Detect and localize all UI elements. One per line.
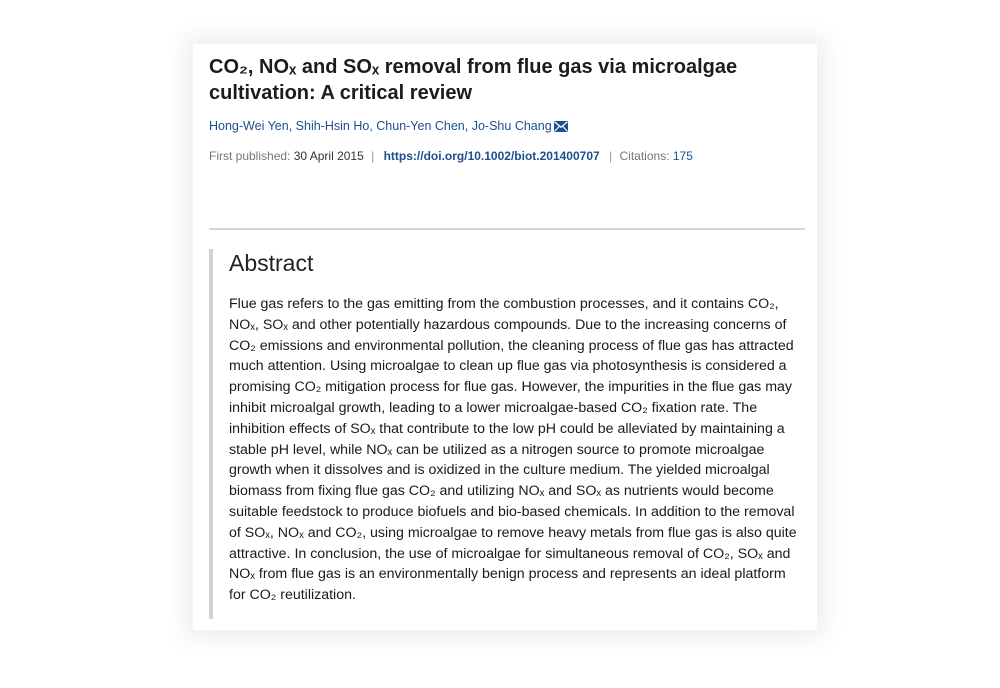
doi-link[interactable]: https://doi.org/10.1002/biot.201400707 bbox=[383, 149, 600, 163]
author-link[interactable]: Shih-Hsin Ho bbox=[295, 119, 370, 133]
author-separator: , bbox=[464, 119, 469, 133]
meta-separator: | bbox=[371, 149, 375, 163]
section-divider bbox=[209, 228, 805, 230]
abstract-text: Flue gas refers to the gas emitting from the combustion processes, and it contains CO₂, NOₓ, SOₓ and other potentially hazardous compounds. Due to the increasing concerns of CO₂ emissions and environmental pollution, the cleaning process of flue gas has attracted much attention. Using microalgae to clean up flue gas via photosynthesis is considered a promising CO₂ mitigation process for flue gas. However, the impurities in the flue gas may inhibit microalgal growth, leading to a lower microalgae-based CO₂ fixation rate. The inhibition effects of SOₓ that contribute to the low pH could be alleviated by maintaining a stable pH level, while NOₓ can be utilized as a nitrogen source to promote microalgae growth when it dissolves and is oxidized in the culture medium. The yielded microalgal biomass from fixing flue gas CO₂ and utilizing NOₓ and SOₓ as nutrients would become suitable feedstock to produce biofuels and bio-based chemicals. In addition to the removal of SOₓ, NOₓ and CO₂, using microalgae to remove heavy metals from flue gas is also quite attractive. In conclusion, the use of microalgae for simultaneous removal of CO₂, SOₓ and NOₓ from flue gas is an environmentally benign process and represents an ideal platform for CO₂ reutilization. bbox=[229, 296, 797, 604]
abstract-heading: Abstract bbox=[229, 250, 314, 276]
article-title: CO₂, NOₓ and SOₓ removal from flue gas via microalgae cultivation: A critical review bbox=[209, 56, 738, 104]
author-separator: , bbox=[288, 119, 293, 133]
author-list bbox=[209, 118, 568, 134]
first-published-date: 30 April 2015 bbox=[293, 149, 364, 163]
abstract-section bbox=[209, 249, 803, 619]
envelope-icon[interactable] bbox=[554, 120, 568, 131]
citations-label: Citations: bbox=[619, 149, 670, 163]
publication-meta bbox=[209, 148, 693, 164]
author-link[interactable]: Hong-Wei Yen bbox=[209, 119, 289, 133]
article-card bbox=[193, 44, 817, 630]
citations-count-link[interactable]: 175 bbox=[672, 149, 693, 163]
meta-separator: | bbox=[609, 149, 613, 163]
author-link[interactable]: Jo-Shu Chang bbox=[471, 119, 552, 133]
author-separator: , bbox=[369, 119, 373, 133]
first-published-label: First published: bbox=[209, 149, 291, 163]
author-link[interactable]: Chun-Yen Chen bbox=[376, 119, 465, 133]
